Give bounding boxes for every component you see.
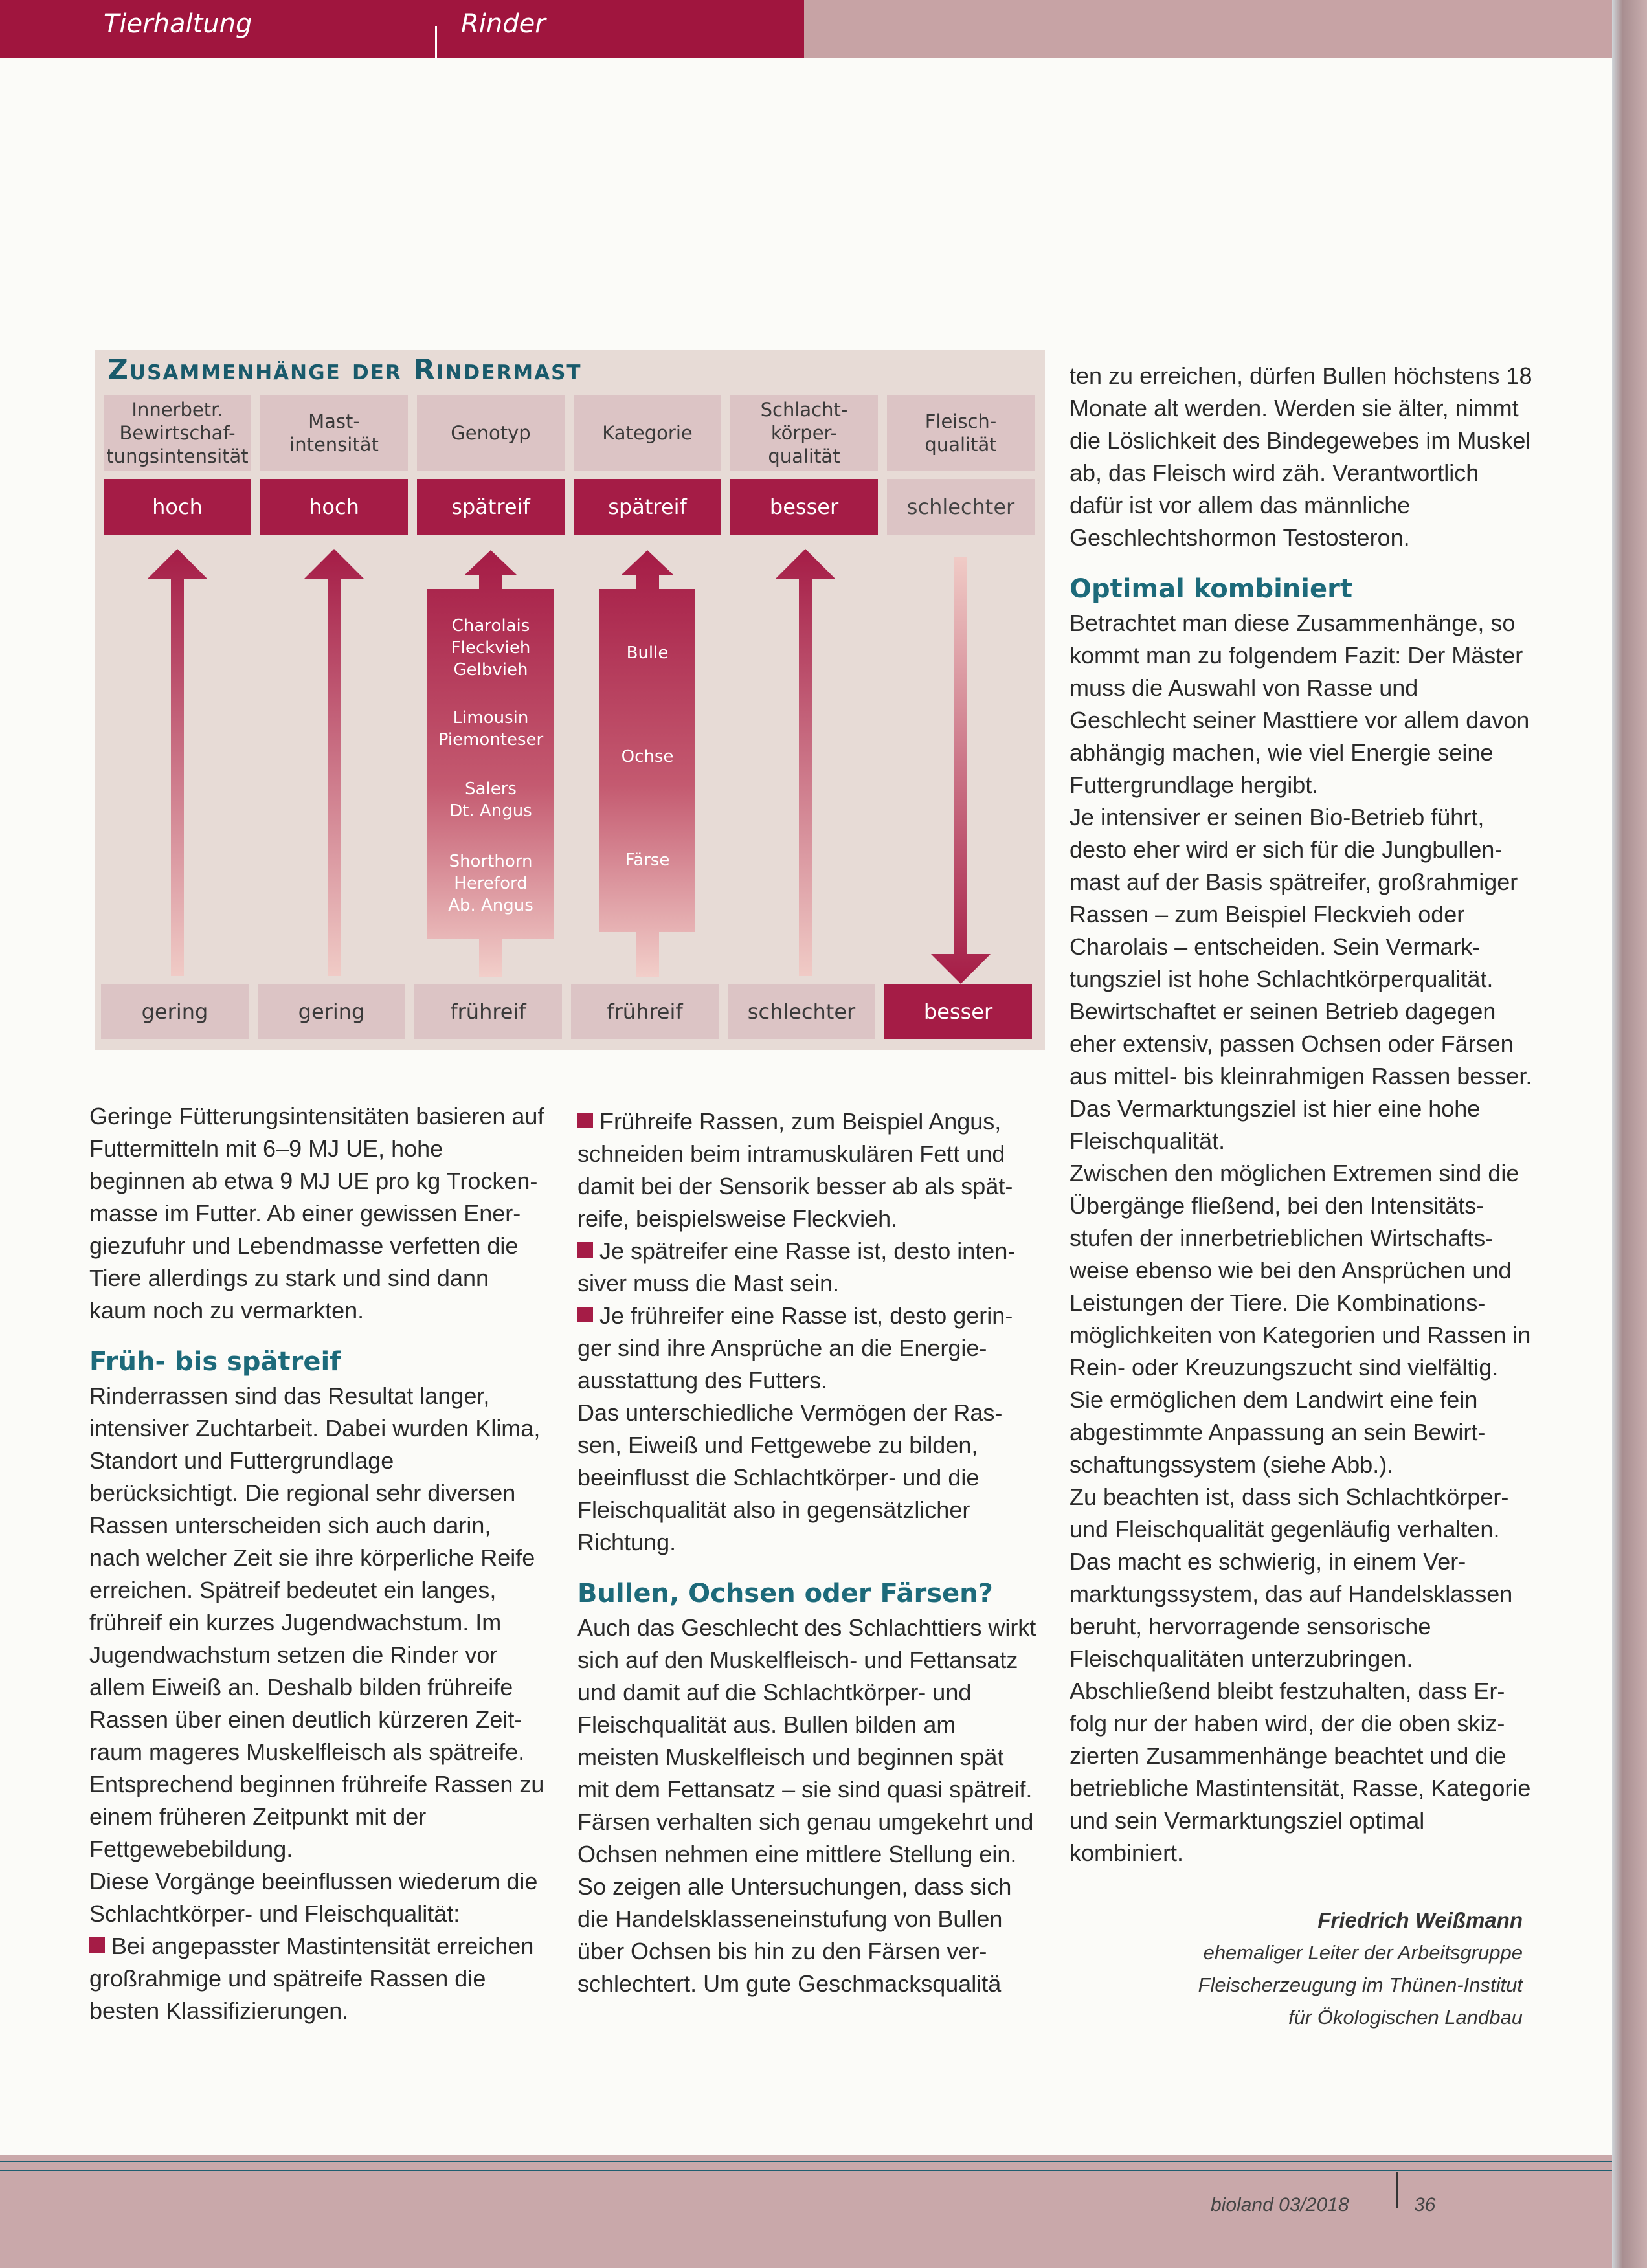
col-top-2: hoch <box>260 479 408 535</box>
arrow-up-5 <box>776 549 835 976</box>
author-line-1: ehemaliger Leiter der Arbeitsgruppe <box>1203 1941 1523 1964</box>
col-heading-1: Innerbetr. Bewirtschaf- tungsintensität <box>104 395 251 471</box>
col-bottom-1: gering <box>101 984 249 1040</box>
paragraph: Zwischen den möglichen Extremen sind die Übergänge fließend, bei den Intensitätsstufen der innerbetrieblichen Wirtschaftsweise ebenso wie bei den Ansprüchen und Leistungen der Tiere. Die Kombinationsmöglichkeiten von Kategorien und Rassen in Rein- oder Kreuzungszucht sind vielfältig. Sie ermöglichen dem Landwirt eine fein abgestimmte Anpassung an sein Bewirtschaftungssystem (siehe Abb.). <box>1070 1160 1531 1478</box>
arrow-down-6 <box>931 557 991 984</box>
paragraph: Betrachtet man diese Zusammenhänge, so kommt man zu folgendem Fazit: Der Mäster muss die Auswahl von Rasse und Geschlecht seiner Masttiere vor allem davon abhängig machen, wie viel Energie seine Futtergrundlage hergibt. <box>1070 610 1530 798</box>
col-top-6: schlechter <box>887 479 1035 535</box>
paragraph: Geringe Fütterungsintensitäten basieren auf Futtermitteln mit 6–9 MJ UE, hohe beginnen ab etwa 9 MJ UE pro kg Trockenmasse im Futter. Ab einer gewissen Energiezufuhr und Lebendmasse verfetten die Tiere allerdings zu stark und sind dann kaum noch zu vermarkten. <box>89 1103 544 1324</box>
footer-bar <box>0 2155 1612 2268</box>
header-section: Tierhaltung <box>104 9 252 39</box>
arrow-up-1 <box>148 549 207 976</box>
header-topic: Rinder <box>461 9 546 39</box>
author-line-3: für Ökologischen Landbau <box>1288 2006 1523 2029</box>
bullet-square-icon <box>577 1307 593 1322</box>
subheading-frueh-spaetreif: Früh- bis spätreif <box>89 1347 341 1377</box>
bullet-item: Frühreife Rassen, zum Beispiel Angus, schneiden beim intramuskulären Fett und damit bei der Sensorik besser ab als spätreife, beispielsweise Fleckvieh. <box>577 1108 1013 1232</box>
author-signature <box>1062 1904 1523 2034</box>
col-heading-2: Mast- intensität <box>260 395 408 471</box>
bullet-square-icon <box>577 1242 593 1258</box>
genotyp-group-2: Limousin Piemonteser <box>438 708 544 750</box>
paragraph: Je intensiver er seinen Bio-Betrieb führt, desto eher wird er sich für die Jungbullenmast auf der Basis spätreifer, großrahmiger Rassen – zum Beispiel Fleckvieh oder Charolais – entscheiden. Sein Vermarktungsziel ist hohe Schlachtkörperqualität. Bewirtschaftet er seinen Betrieb dagegen eher extensiv, passen Ochsen oder Färsen aus mittel- bis kleinrahmigen Rassen besser. Das Vermarktungsziel ist hier eine hohe Fleischqualität. <box>1070 804 1532 1154</box>
col-top-3: spätreif <box>417 479 565 535</box>
kategorie-item-1: Bulle <box>626 643 669 663</box>
text-column-1 <box>89 1100 545 2027</box>
col-bottom-5: schlechter <box>728 984 875 1040</box>
genotyp-group-1: Charolais Fleckvieh Gelbvieh <box>451 616 531 680</box>
col-bottom-4: frühreif <box>571 984 719 1040</box>
paragraph: ten zu erreichen, dürfen Bullen höchstens 18 Monate alt werden. Werden sie älter, nimmt die Löslichkeit des Bindegewebes im Muskel ab, das Fleisch wird zäh. Verantwortlich dafür ist vor allem das männliche Geschlechtshormon Testosteron. <box>1070 362 1532 551</box>
header-bar-right <box>804 0 1612 58</box>
footer-rule <box>0 2170 1612 2171</box>
author-name: Friedrich Weißmann <box>1317 1908 1523 1932</box>
diagram <box>95 350 1045 1050</box>
bullet-square-icon <box>577 1113 593 1128</box>
bullet-item: Je frühreifer eine Rasse ist, desto geringer sind ihre Ansprüche an die Energieausstattung des Futters. <box>577 1302 1013 1394</box>
col-top-5: besser <box>730 479 878 535</box>
kategorie-item-3: Färse <box>625 850 670 870</box>
page-number: 36 <box>1414 2194 1436 2216</box>
paragraph: So zeigen alle Untersuchungen, dass sich die Handelsklasseneinstufung von Bullen über Ochsen bis hin zu den Färsen verschlechtert. Um gute Geschmacksqualitä <box>577 1873 1012 1997</box>
col-bottom-6: besser <box>884 984 1032 1040</box>
kategorie-item-2: Ochse <box>621 747 674 766</box>
col-heading-6: Fleisch- qualität <box>887 395 1035 471</box>
page-edge <box>1612 0 1647 2268</box>
header-separator <box>435 26 437 58</box>
bullet-item: Bei angepasster Mastintensität erreichen großrahmige und spätreife Rassen die besten Klassifizierungen. <box>89 1933 534 2024</box>
paragraph: Auch das Geschlecht des Schlachttiers wirkt sich auf den Muskelfleisch- und Fettansatz und damit auf die Schlachtkörper- und Fleischqualität aus. Bullen bilden am meisten Muskelfleisch und beginnen spät mit dem Fettansatz – sie sind quasi spätreif. Färsen verhalten sich genau umgekehrt und Ochsen nehmen eine mittlere Stellung ein. <box>577 1614 1036 1867</box>
col-bottom-2: gering <box>258 984 405 1040</box>
col-heading-5: Schlacht- körper- qualität <box>730 395 878 471</box>
bullet-square-icon <box>89 1937 105 1953</box>
subheading-bullen-ochsen: Bullen, Ochsen oder Färsen? <box>577 1579 993 1608</box>
col-heading-3: Genotyp <box>417 395 565 471</box>
text-column-2 <box>577 1106 1038 2000</box>
col-bottom-3: frühreif <box>414 984 562 1040</box>
author-line-2: Fleischerzeugung im Thünen-Institut <box>1198 1973 1523 1996</box>
genotyp-group-4: Shorthorn Hereford Ab. Angus <box>448 852 533 915</box>
genotyp-group-3: Salers Dt. Angus <box>449 779 532 821</box>
subheading-optimal-kombiniert: Optimal kombiniert <box>1070 574 1352 604</box>
footer-rule <box>0 2161 1612 2162</box>
text-column-3 <box>1070 360 1533 1869</box>
diagram-title: Zusammenhänge der Rindermast <box>107 353 582 386</box>
footer-separator <box>1396 2172 1398 2208</box>
col-heading-4: Kategorie <box>574 395 721 471</box>
paragraph: Abschließend bleibt festzuhalten, dass Erfolg nur der haben wird, der die oben skizzierten Zusammenhänge beachtet und die betriebliche Mastintensität, Rasse, Kategorie und sein Vermarktungsziel optimal kombiniert. <box>1070 1678 1531 1866</box>
paragraph: Rinderrassen sind das Resultat langer, intensiver Zuchtarbeit. Dabei wurden Klima, Standort und Futtergrundlage berücksichtigt. Die regional sehr diversen Rassen unterscheiden sich auch darin, nach welcher Zeit sie ihre körperliche Reife erreichen. Spätreif bedeutet ein langes, frühreif ein kurzes Jugendwachstum. Im Jugendwachstum setzen die Rinder vor allem Eiweiß an. Deshalb bilden frühreife Rassen über einen deutlich kürzeren Zeitraum mageres Muskelfleisch als spätreife. Entsprechend beginnen frühreife Rassen zu einem früheren Zeitpunkt mit der Fettgewebebildung. <box>89 1383 544 1862</box>
paragraph: Diese Vorgänge beeinflussen wiederum die Schlachtkörper- und Fleischqualität: <box>89 1868 538 1927</box>
bullet-item: Je spätreifer eine Rasse ist, desto intensiver muss die Mast sein. <box>577 1238 1016 1296</box>
footer-magazine: bioland 03/2018 <box>1211 2194 1349 2216</box>
col-top-4: spätreif <box>574 479 721 535</box>
paragraph: Das unterschiedliche Vermögen der Rassen, Eiweiß und Fettgewebe zu bilden, beeinflusst die Schlachtkörper- und die Fleischqualität also in gegensätzlicher Richtung. <box>577 1399 1003 1555</box>
paragraph: Zu beachten ist, dass sich Schlachtkörper- und Fleischqualität gegenläufig verhalten. Das macht es schwierig, in einem Vermarktungssystem, das auf Handelsklassen beruht, hervorragende sensorische Fleischqualitäten unterzubringen. <box>1070 1484 1513 1672</box>
arrow-up-2 <box>304 549 364 976</box>
col-top-1: hoch <box>104 479 251 535</box>
